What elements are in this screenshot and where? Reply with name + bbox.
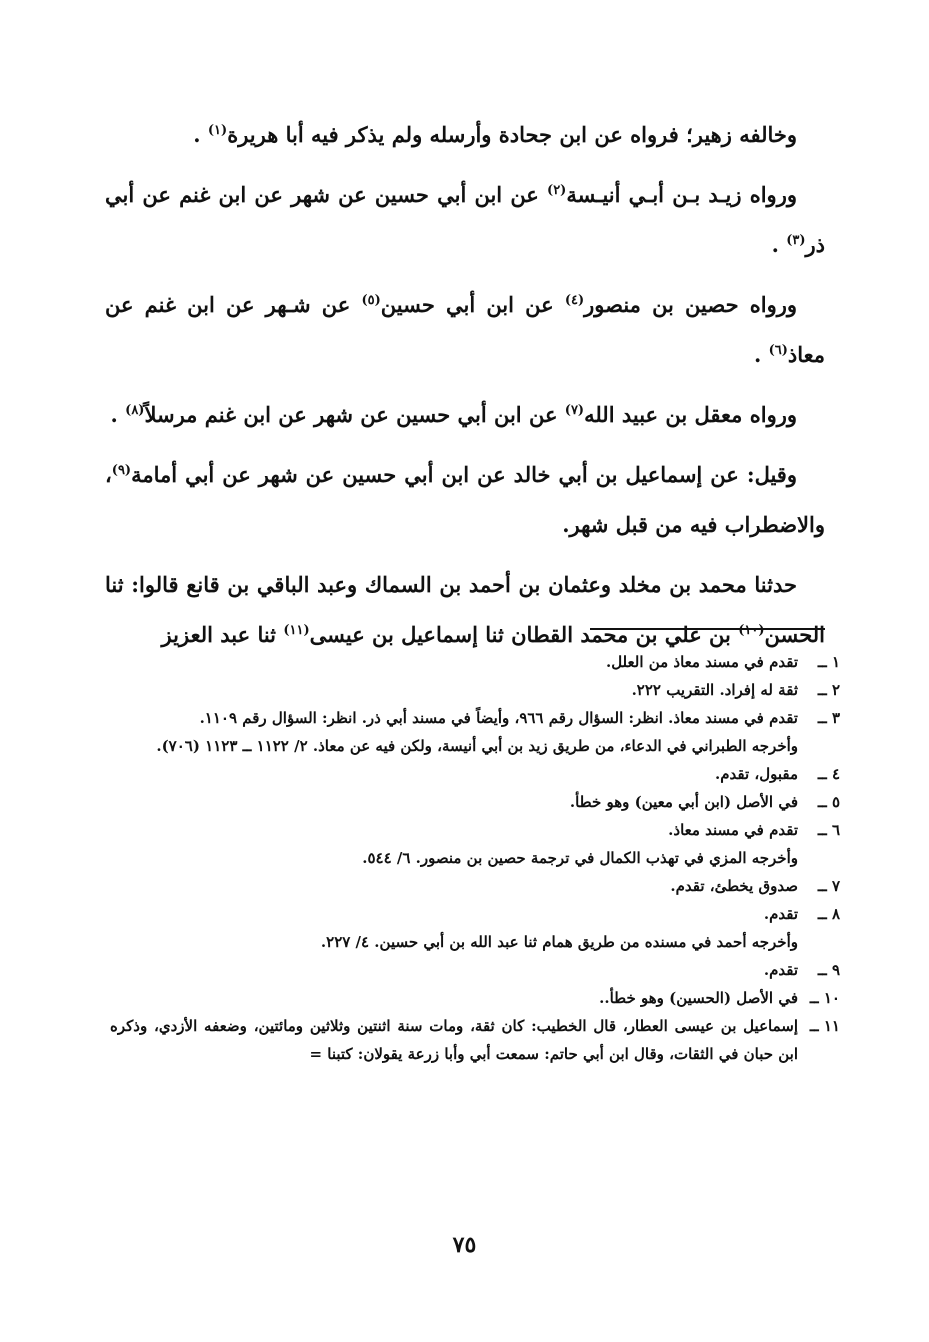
footnote-item [110, 1012, 840, 1068]
footnote-text: مقبول، تقدم. [714, 765, 798, 783]
footnote-item [110, 816, 840, 872]
footnote-marker: (٧) [564, 403, 585, 418]
footnote-marker: (٢) [547, 183, 567, 198]
footnote-divider [590, 628, 825, 630]
paragraph-text: ، والاضطراب فيه من قبل شهر. [105, 462, 825, 537]
footnote-number: ٥ ــ [817, 793, 840, 811]
footnote-marker: (٥) [361, 293, 381, 308]
footnote-marker: (٦) [768, 343, 788, 358]
paragraph-text: وقيل: عن إسماعيل بن أبي خالد عن ابن أبي حسين عن شهر عن أبي أمامة [131, 462, 797, 487]
paragraph-text: ورواه زيـد بـن أبـي أنيـسة [566, 182, 797, 207]
footnote-marker: (٨) [125, 403, 145, 418]
main-paragraph [105, 390, 825, 440]
paragraph-text: ثنا عبد العزيز [161, 622, 284, 647]
footnote-number: ١ ــ [817, 653, 840, 671]
paragraph-text: . [110, 402, 126, 427]
footnote-text: تقدم في مسند معاذ. [668, 821, 798, 839]
footnote-marker: (٩) [111, 463, 132, 478]
footnote-item [110, 704, 840, 760]
footnote-item [110, 760, 840, 788]
footnote-number: ١٠ ــ [809, 989, 840, 1007]
main-paragraph [105, 110, 825, 160]
paragraph-text: وخالفه زهير؛ فرواه عن ابن جحادة وأرسله ولم يذكر فيه أبا هريرة [227, 122, 797, 147]
footnotes [110, 648, 840, 1068]
page-number: ٧٥ [452, 1232, 477, 1258]
footnote-item [110, 788, 840, 816]
paragraph-text: عن شـهر عن ابن غنم عن معاذ [105, 292, 825, 367]
footnote-number: ٨ ــ [817, 905, 840, 923]
footnote-text: في الأصل (الحسين) وهو خطأ.. [599, 989, 798, 1007]
paragraph-text: عن ابن أبي حسين [380, 292, 565, 317]
paragraph-text: . [753, 342, 769, 367]
footnote-marker: (١١) [283, 623, 310, 638]
footnote-item [110, 676, 840, 704]
footnote-text: تقدم في مسند معاذ من العلل. [605, 653, 798, 671]
footnote-text: تقدم في مسند معاذ. انظر: السؤال رقم ٩٦٦، وأيضاً في مسند أبي ذر. انظر: السؤال رقم ١١٠٩. [199, 709, 798, 727]
footnote-item [110, 900, 840, 956]
footnote-marker: (١) [207, 123, 228, 138]
footnote-marker: (٤) [564, 293, 585, 308]
footnote-text: وأخرجه أحمد في مسنده من طريق همام ثنا عبد الله بن أبي حسين. ٤/ ٢٢٧. [320, 933, 798, 951]
footnote-text: إسماعيل بن عيسى العطار، قال الخطيب: كان ثقة، ومات سنة اثنتين وثلاثين ومائتين، وضعفه الأزدي، وذكره ابن حبان في الثقات، وقال ابن أبي حاتم: سمعت أبي وأبا زرعة يقولان: كتبنا = [110, 1017, 798, 1063]
footnote-item [110, 872, 840, 900]
footnote-number: ٧ ــ [817, 877, 840, 895]
paragraph-text: بن علي بن محمد القطان ثنا إسماعيل بن عيسى [309, 622, 739, 647]
footnote-item [110, 984, 840, 1012]
footnote-number: ٤ ــ [817, 765, 840, 783]
paragraph-text: عن ابن أبي حسين عن شهر عن ابن غنم مرسلاً [144, 402, 565, 427]
paragraph-text: عن ابن أبي حسين عن شهر عن ابن غنم عن أبي ذر [105, 182, 825, 257]
footnote-marker: (٣) [786, 233, 806, 248]
footnote-number: ٩ ــ [817, 961, 840, 979]
footnote-text: تقدم. [763, 961, 798, 979]
footnote-item [110, 648, 840, 676]
footnote-number: ٢ ــ [817, 681, 840, 699]
main-text [105, 110, 825, 660]
footnote-text: وأخرجه الطبراني في الدعاء، من طريق زيد بن أبي أنيسة، ولكن فيه عن معاذ. ٢/ ١١٢٢ ــ ١١٢٣ (٧٠٦). [156, 737, 798, 755]
main-paragraph [105, 280, 825, 380]
footnote-number: ١١ ــ [809, 1017, 840, 1035]
paragraph-text: ورواه حصين بن منصور [584, 292, 797, 317]
paragraph-text: ورواه معقل بن عبيد الله [584, 402, 797, 427]
main-paragraph [105, 450, 825, 550]
paragraph-text: . [193, 122, 208, 147]
footnote-text: تقدم. [763, 905, 798, 923]
paragraph-text: . [771, 232, 787, 257]
footnote-number: ٣ ــ [817, 709, 840, 727]
footnote-item [110, 956, 840, 984]
footnote-text: صدوق يخطئ، تقدم. [670, 877, 798, 895]
footnote-text: في الأصل (ابن أبي معين) وهو خطأ. [569, 793, 798, 811]
main-paragraph [105, 170, 825, 270]
footnote-text: وأخرجه المزي في تهذب الكمال في ترجمة حصين بن منصور. ٦/ ٥٤٤. [362, 849, 798, 867]
footnote-number: ٦ ــ [817, 821, 840, 839]
paragraph-text: حدثنا محمد بن مخلد وعثمان بن أحمد بن السماك وعبد الباقي بن قانع قالوا: ثنا الحسن [105, 572, 825, 647]
main-paragraph [105, 560, 825, 660]
footnote-text: ثقة له إفراد. التقريب ٢٢٢. [631, 681, 798, 699]
footnote-marker: (١٠) [738, 623, 765, 638]
